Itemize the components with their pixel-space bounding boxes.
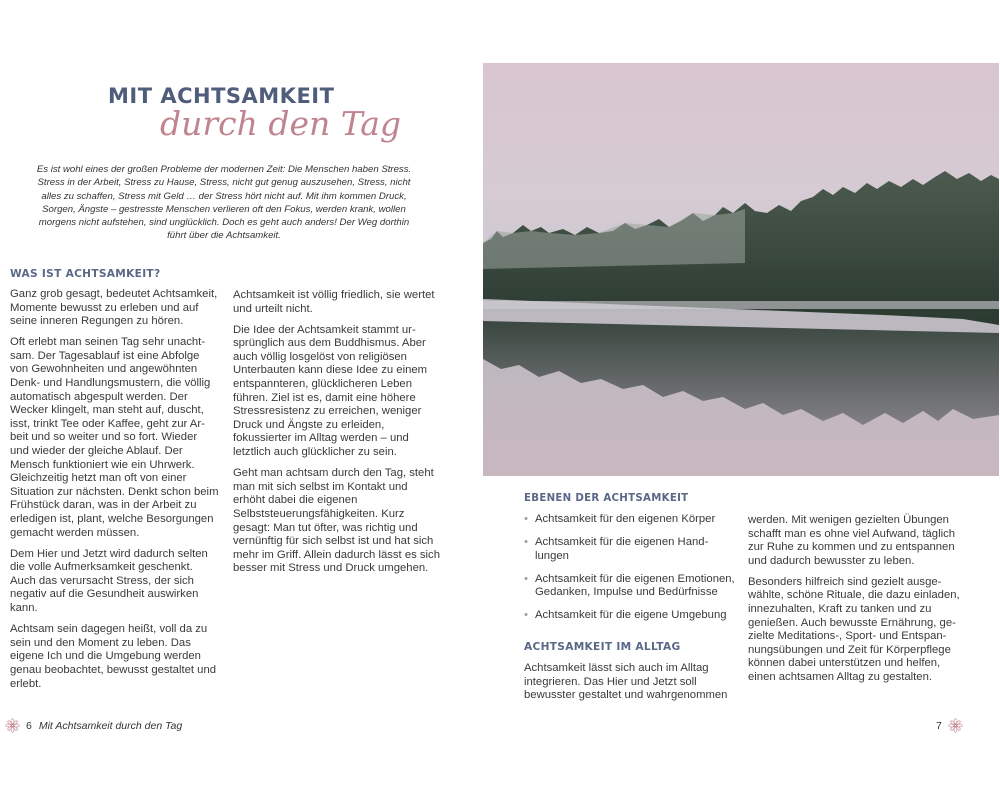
paragraph: Die Idee der Achtsamkeit stammt ursprünglich aus dem Buddhismus. Aber auch völlig losgelöst von religiösen Unterbauten kann diese Idee zu einem entspannteren, glücklicheren Leben führen. Ziel ist es, damit eine höhere Stressresistenz zu erreichen, weniger Druck und Ängste zu erleiden, fokussierter im Alltag werden – und letztlich auch glücklicher zu sein. xyxy=(233,323,428,459)
bullet: • xyxy=(524,572,528,585)
list-item: • Achtsamkeit für die eigene Umgebung xyxy=(524,609,727,622)
list-item: • Achtsamkeit für den eigenen Körper xyxy=(524,513,716,525)
heading-achtsamkeit-im-alltag: ACHTSAMKEIT IM ALLTAG xyxy=(524,641,681,653)
text-column-2 xyxy=(233,289,441,583)
footer-right xyxy=(936,718,963,733)
lotus-icon xyxy=(948,718,963,733)
paragraph: Ganz grob gesagt, bedeutet Achtsamkeit, Momente bewusst zu erleben und auf seine inneren Regungen zu hören. xyxy=(10,288,218,328)
heading-ebenen-der-achtsamkeit: EBENEN DER ACHTSAMKEIT xyxy=(524,493,689,504)
bullet-list xyxy=(524,513,738,633)
text-column-3 xyxy=(524,662,738,710)
paragraph: Geht man achtsam durch den Tag, steht man mit sich selbst im Kontakt und erhöht dabei die eigenen Selbststeuerungsfähigkeiten. Kurz gesagt: Man tut öfter, was richtig und vernünftig für sich selbst ist und hat sich mehr im Griff. Allein dadurch lässt es sich besser mit Stress und Druck umgehen. xyxy=(233,467,440,575)
page-number-right: 7 xyxy=(936,719,942,732)
bullet: • xyxy=(524,609,528,622)
bullet: • xyxy=(524,536,528,549)
water-shine xyxy=(483,301,999,309)
intro-text: Es ist wohl eines der großen Probleme der modernen Zeit: Die Menschen haben Stress. Stress in der Arbeit, Stress zu Hause, Stress, nicht gut genug auszusehen, Stress, nicht alles zu schaffen, Stress mit Geld … der Stress hört nicht auf. Mit ihm kommen Druck, Sorgen, Ängste – gestresste Menschen verlieren oft den Fokus, werden krank, wollen morgens nicht aufstehen, sind unglücklich. Doch es geht auch anders! Der Weg dorthin führt über die Achtsamkeit. xyxy=(36,164,412,242)
page-number-left: 6 xyxy=(26,719,32,732)
paragraph: Achtsamkeit ist völlig friedlich, sie wertet und urteilt nicht. xyxy=(233,289,435,315)
lake-forest-photo xyxy=(483,63,999,476)
paragraph: Oft erlebt man seinen Tag sehr unachtsam. Der Tagesablauf ist eine Abfolge von Gewohnheiten und angewöhnten Denk- und Handlungsmustern, die völlig automatisch abgespult werden. Der Wecker klingelt, man steht auf, duscht, isst, trinkt Tee oder Kaffee, geht zur Arbeit und so weiter und so fort. Wieder und wieder der gleiche Ablauf. Der Mensch funktioniert wie ein Uhrwerk. Gleichzeitig hetzt man oft von einer Situation zur nächsten. Denkt schon beim Frühstück daran, was in der Arbeit zu erledigen ist, plant, welche Besorgungen gemacht werden müssen. xyxy=(10,336,219,539)
page-title: MIT ACHTSAMKEIT xyxy=(108,84,335,108)
text-column-1 xyxy=(10,288,219,699)
heading-was-ist-achtsamkeit: WAS IST ACHTSAMKEIT? xyxy=(10,268,161,280)
list-item: • Achtsamkeit für die eigenen Handlungen xyxy=(524,536,709,562)
text-column-4 xyxy=(748,514,966,692)
list-item: • Achtsamkeit für die eigenen Emotionen, Gedanken, Impulse und Bedürfnisse xyxy=(524,572,735,599)
footer-left xyxy=(5,718,182,733)
paragraph: Besonders hilfreich sind gezielt ausgewählte, schöne Rituale, die dazu einladen, innezuhalten, Kraft zu tanken und zu genießen. Auch bewusste Ernährung, gezielte Meditations-, Sport- und Entspannungsübungen und Zeit für Körperpflege können dabei unterstützen und helfen, einen achtsamen Alltag zu gestalten. xyxy=(748,575,960,684)
paragraph: Achtsam sein dagegen heißt, voll da zu sein und den Moment zu leben. Das eigene Ich und die Umgebung werden genau beobachtet, bewusst gestaltet und erlebt. xyxy=(10,623,217,690)
page-title-script: durch den Tag xyxy=(160,104,402,143)
paragraph: Achtsamkeit lässt sich auch im Alltag integrieren. Das Hier und Jetzt soll bewusster gestaltet und wahrgenommen xyxy=(524,662,728,702)
paragraph: werden. Mit wenigen gezielten Übungen schafft man es ohne viel Aufwand, täglich zur Ruhe zu kommen und zu entspannen und dadurch bewusster zu leben. xyxy=(748,514,956,567)
running-title: Mit Achtsamkeit durch den Tag xyxy=(38,719,183,732)
bullet: • xyxy=(524,513,528,525)
lotus-icon xyxy=(5,718,20,733)
paragraph: Dem Hier und Jetzt wird dadurch selten die volle Aufmerksamkeit geschenkt. Auch das verursacht Stress, der sich negativ auf die Gesundheit auswirken kann. xyxy=(10,547,208,615)
